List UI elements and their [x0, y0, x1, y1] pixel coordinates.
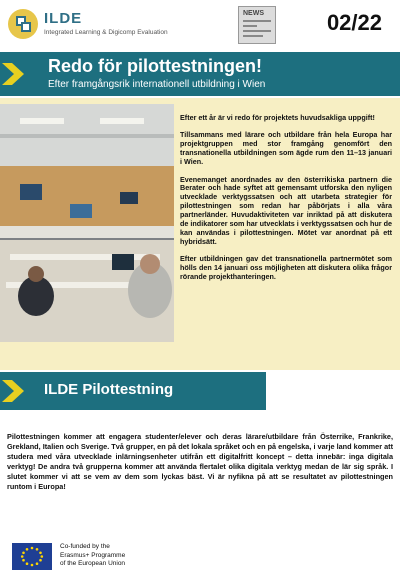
logo-mark-icon	[8, 9, 38, 39]
section-banner	[0, 372, 266, 410]
cofunded-text	[60, 543, 160, 569]
pilot-testing-text: Pilottestningen kommer att engagera studenter/elever och deras lärare/utbildare från Österrike, Frankrike, Grekland, Italien och Sverige. Två grupper, en på det lokala språket och en på engelska, i varje land kommer att studera med våra utvecklade inlärningsenheter utifrån ett digitalfritt koncept – detta innebär: inga digitala verktyg! De andra två grupperna kommer att använda flertalet olika digitala verktyg medan de lär sig språk. I slutet kommer vi att se vem av dem som lyckas bäst. Vi är nyfikna på att se resultatet av pilottestningen runtom i Europa!	[7, 432, 393, 491]
newspaper-icon	[238, 6, 276, 44]
logo-title: ILDE	[44, 10, 83, 27]
logo-subtitle: Integrated Learning & Digicomp Evaluation	[44, 29, 168, 36]
cofunded-line: Erasmus+ Programme	[60, 551, 126, 559]
headline-title: Redo för pilottestningen!	[48, 56, 262, 76]
training-photo	[0, 104, 174, 342]
issue-number: 02/22	[326, 10, 382, 35]
article-paragraph: Efter ett år är vi redo för projektets huvudsakliga uppgift!	[180, 113, 375, 122]
article-paragraph: Evenemanget anordnades av den österrikiska partnern die Berater och hade syftet att gemensamt utforska den nyligen utvecklade verktygssatsen och att utarbeta strategier för pilottestningen som redan har påbörjats i alla våra partnerländer. Huvudaktiviteten var inriktad på att diskutera de indikatorer som har utvecklats i verktygssatsen och hur de kan användas i pilottestningen. Mötet var anordnat på ett hybridsätt.	[180, 174, 392, 246]
article-text	[180, 114, 392, 291]
headline-banner	[0, 52, 400, 96]
eu-flag-icon	[12, 543, 52, 570]
article-paragraph: Tillsammans med lärare och utbildare från hela Europa har projektgruppen med stor framgång genomfört den transnationella utbildningen som ägde rum den 11–13 januari i Wien.	[180, 130, 392, 167]
cofunded-line: Co-funded by the	[60, 543, 110, 550]
footer	[0, 538, 400, 575]
ilde-logo	[8, 9, 208, 41]
chevron-right-icon	[2, 380, 20, 402]
section-title: ILDE Pilottestning	[44, 381, 174, 398]
headline-subtitle: Efter framgångsrik internationell utbildning i Wien	[48, 79, 266, 90]
newspaper-icon-label: NEWS	[243, 10, 264, 17]
cofunded-line: of the European Union	[60, 560, 126, 567]
chevron-right-icon	[2, 63, 20, 85]
article-paragraph: Efter utbildningen gav det transnationella partnermötet som hölls den 14 januari oss möjligheten att diskutera olika frågor rörande projekthanteringen.	[180, 254, 392, 282]
newsletter-header	[0, 0, 400, 50]
